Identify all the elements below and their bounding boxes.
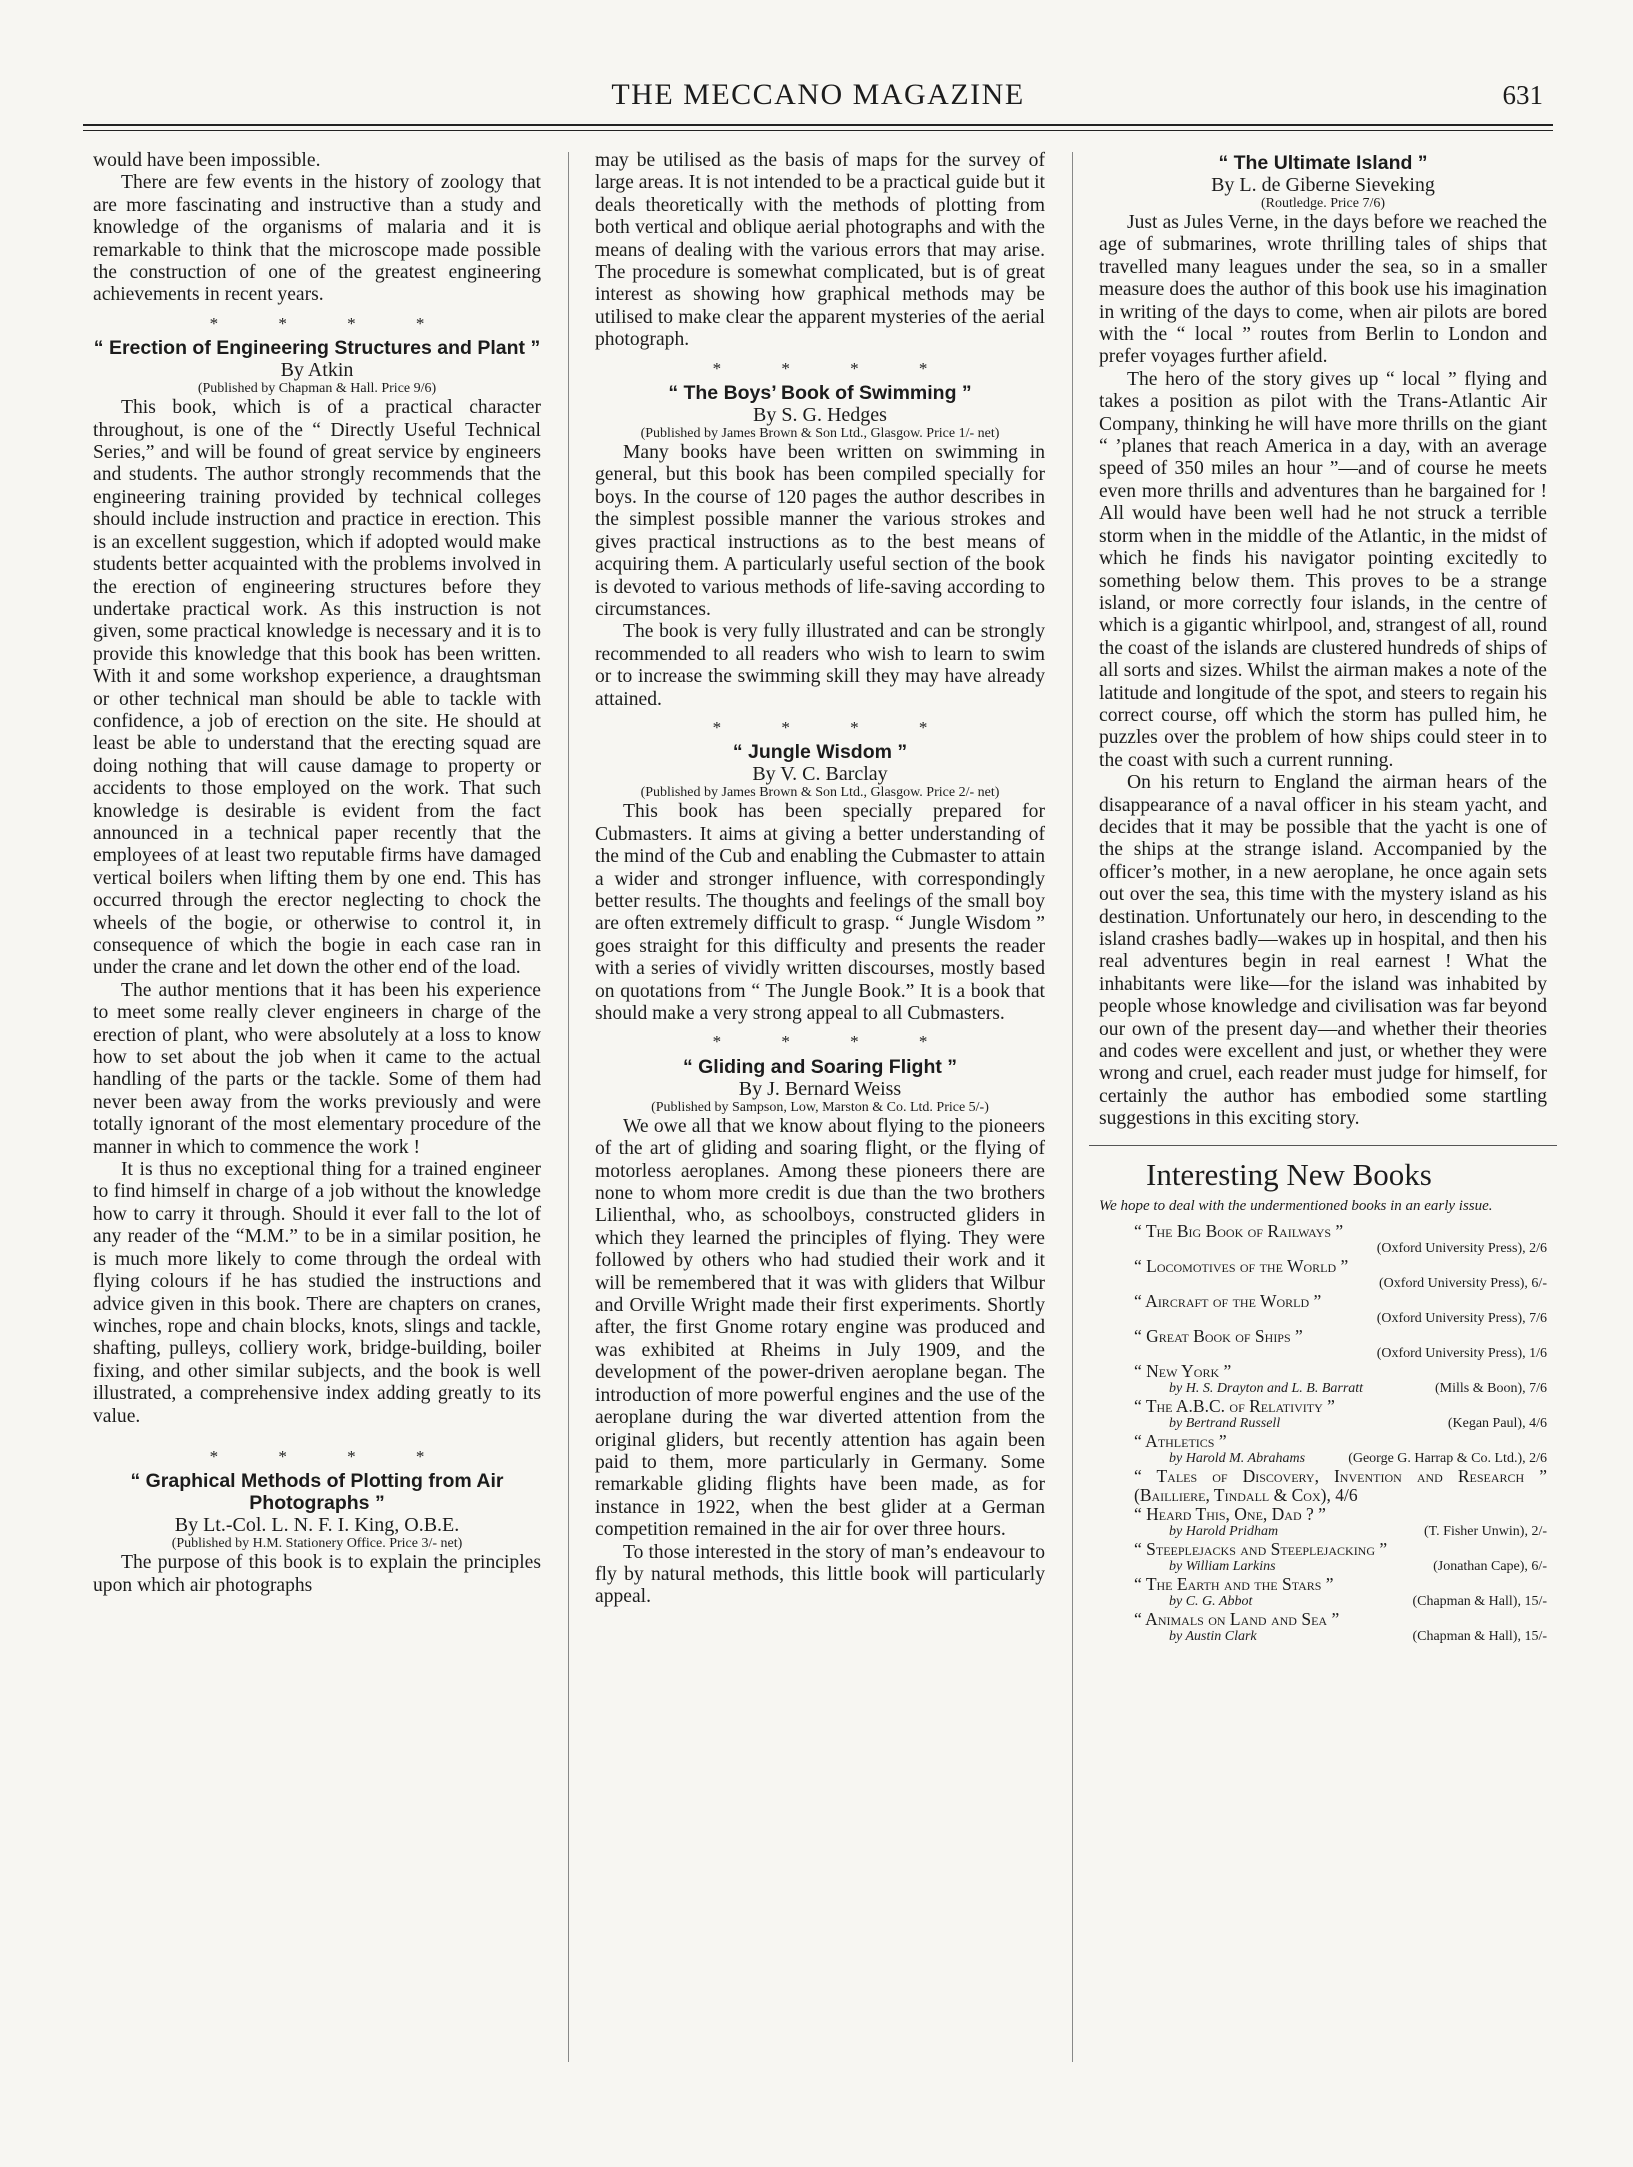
book-title: “ New York ” — [1134, 1360, 1232, 1381]
book-author: by Austin Clark — [1169, 1628, 1257, 1644]
book-publisher: (Chapman & Hall), 15/- — [1412, 1593, 1547, 1609]
paragraph: There are few events in the history of zoology that are more fascinating and instructive than a study and knowledge of the organisms of malaria and it is remarkable to think that the microscope made possible the construction of one of the greatest engineering achievements in recent years. — [93, 172, 541, 306]
book-publisher: (George G. Harrap & Co. Ltd.), 2/6 — [1348, 1450, 1547, 1466]
review-author: By V. C. Barclay — [752, 763, 888, 786]
book-details — [1134, 1346, 1547, 1362]
paragraph: Just as Jules Verne, in the days before we reached the age of submarines, wrote thrilling tales of ships that travelled many leagues under the sea, so in a smaller measure does the author of this book use his imagination in writing of the days to come, when air pilots are bored with the “ local ” routes from Berlin to London and prefer voyages further afield. — [1099, 212, 1547, 368]
paragraph: On his return to England the airman hears of the disappearance of a naval officer in his steam yacht, and decides that it may be possible that the yacht is one of the ships at the strange island. Accompanied by the officer’s mother, in a new aeroplane, he once again sets out over the sea, this time with the mystery island as his destination. Unfortunately our hero, in descending to the island crashes badly—wakes up in hospital, and then his real adventures begin in real earnest ! What the inhabitants were like—for the island was inhabited by people whose knowledge and civilisation was far beyond our own of the present day—and whether their theories and codes were excellent and just, or whether they were wrong and cruel, each reader must judge for himself, for certainly the author has embodied some startling suggestions in this exciting story. — [1099, 772, 1547, 1130]
review-title: “ The Ultimate Island ” — [1218, 152, 1428, 174]
book-item — [1134, 1432, 1547, 1467]
paragraph: It is thus no exceptional thing for a trained engineer to find himself in charge of a job without the knowledge how to carry it through. Should it ever fall to the lot of any reader of the “M.M.” to be in a similar position, he is much more likely to come through the ordeal with flying colours if he has studied the instructions and advice given in this book. There are chapters on cranes, winches, rope and chain blocks, knots, slings and tackle, shafting, pulleys, colliery work, bridge-building, boiler fixing, and other similar subjects, and the book is well illustrated, a comprehensive index adding greatly to its value. — [93, 1159, 541, 1427]
book-author: by Harold M. Abrahams — [1169, 1450, 1306, 1466]
book-author: by William Larkins — [1169, 1558, 1276, 1574]
review-publisher: (Published by James Brown & Son Ltd., Glasgow. Price 1/- net) — [640, 426, 1000, 442]
review-publisher: (Published by Chapman & Hall. Price 9/6) — [197, 381, 437, 397]
book-item — [1134, 1575, 1547, 1610]
book-details — [1134, 1311, 1547, 1327]
review-publisher: (Published by James Brown & Son Ltd., Glasgow. Price 2/- net) — [640, 785, 1000, 801]
book-item — [1134, 1397, 1547, 1432]
review-author: By Lt.-Col. L. N. F. I. King, O.B.E. — [174, 1514, 460, 1537]
book-author: by C. G. Abbot — [1169, 1593, 1253, 1609]
new-books-title: Interesting New Books — [1146, 1156, 1432, 1192]
review-author: By Atkin — [280, 359, 354, 382]
review-author: By S. G. Hedges — [753, 404, 887, 427]
section-stars: * * * * — [712, 717, 956, 737]
paragraph: The book is very fully illustrated and can be strongly recommended to all readers who wish to learn to swim or to increase the swimming skill they may have already attained. — [595, 621, 1045, 710]
column-divider — [1072, 152, 1073, 2062]
section-stars: * * * * — [209, 313, 453, 333]
book-item — [1134, 1362, 1547, 1397]
column-divider — [568, 152, 569, 2062]
book-author: by Bertrand Russell — [1169, 1415, 1281, 1431]
review-title: “ Jungle Wisdom ” — [732, 741, 908, 764]
book-publisher: (Oxford University Press), 6/- — [1379, 1275, 1547, 1291]
paragraph: The author mentions that it has been his experience to meet some really clever engineers in charge of the erection of plant, who were absolutely at a loss to know how to set about the job when it came to the actual handling of the parts or the tackle. Some of them had never been away from the works previously and were totally ignorant of the most elementary procedure of the manner in which to commence the work ! — [93, 979, 541, 1158]
book-title: “ Great Book of Ships ” — [1134, 1325, 1303, 1346]
paragraph: Many books have been written on swimming in general, but this book has been compiled specially for boys. In the course of 120 pages the author describes in the simplest possible manner the various strokes and gives practical instructions as to the best means of acquiring them. A particularly useful section of the book is devoted to various methods of life-saving according to circumstances. — [595, 442, 1045, 620]
column-3 — [1099, 150, 1547, 1645]
paragraph: would have been impossible. — [93, 150, 321, 171]
header-rule — [83, 124, 1553, 126]
review-title: “ Graphical Methods of Plotting from Air Photographs ” — [130, 1470, 504, 1515]
book-details — [1134, 1629, 1547, 1645]
book-title: “ Athletics ” — [1134, 1430, 1227, 1451]
book-title: “ Heard This, One, Dad ? ” — [1134, 1503, 1326, 1524]
book-publisher: (Jonathan Cape), 6/- — [1433, 1558, 1547, 1574]
book-item — [1134, 1327, 1547, 1362]
book-item — [1134, 1222, 1547, 1257]
book-title: “ The A.B.C. of Relativity ” — [1134, 1395, 1335, 1416]
book-title: “ Animals on Land and Sea ” — [1134, 1608, 1340, 1629]
book-publisher: (T. Fisher Unwin), 2/- — [1424, 1523, 1547, 1539]
book-item — [1134, 1610, 1547, 1645]
paragraph: This book has been specially prepared for Cubmasters. It aims at giving a better understanding of the mind of the Cub and enabling the Cubmaster to attain a wider and stronger influence, with correspondingly better results. The thoughts and feelings of the small boy are often extremely difficult to grasp. “ Jungle Wisdom ” goes straight for this difficulty and presents the reader with a series of vividly written discourses, mostly based on quotations from “ The Jungle Book.” It is a book that should make a very strong appeal to all Cubmasters. — [595, 801, 1045, 1024]
book-title: “ Aircraft of the World ” — [1134, 1290, 1322, 1311]
book-title: “ Tales of Discovery, Invention and Research ” (Bailliere, Tindall & Cox), 4/6 — [1134, 1465, 1547, 1505]
book-publisher: (Chapman & Hall), 15/- — [1412, 1628, 1547, 1644]
review-title: “ Erection of Engineering Structures and Plant ” — [93, 337, 541, 360]
review-publisher: (Routledge. Price 7/6) — [1260, 196, 1386, 211]
column-2 — [595, 150, 1045, 1609]
book-details — [1134, 1416, 1547, 1432]
book-details — [1134, 1559, 1547, 1575]
book-details — [1134, 1276, 1547, 1292]
book-author: by Harold Pridham — [1169, 1523, 1279, 1539]
magazine-title: THE MECCANO MAGAZINE — [611, 78, 1025, 111]
book-publisher: (Oxford University Press), 2/6 — [1376, 1240, 1547, 1256]
book-title: “ The Earth and the Stars ” — [1134, 1573, 1334, 1594]
page-number: 631 — [1502, 80, 1543, 110]
book-item — [1134, 1505, 1547, 1540]
book-title: “ Locomotives of the World ” — [1134, 1255, 1349, 1276]
section-stars: * * * * — [209, 1446, 453, 1466]
page-header — [83, 74, 1553, 128]
book-publisher: (Oxford University Press), 7/6 — [1376, 1310, 1547, 1326]
review-title: “ Gliding and Soaring Flight ” — [682, 1055, 958, 1078]
header-rule-thin — [83, 130, 1553, 131]
section-stars: * * * * — [712, 358, 956, 378]
new-books-list — [1099, 1222, 1547, 1645]
paragraph: The hero of the story gives up “ local ” flying and takes a position as pilot with the Trans-Atlantic Air Company, thinking he will have more thrills on the giant “ ’planes that reach America in a day, with an average speed of 350 miles an hour ”—and of course he meets even more thrills and adventures than he bargained for ! All would have been well had he not struck a terrible storm when in the middle of the Atlantic, in the midst of which he finds his navigator pointing excitedly to something below them. This proves to be a strange island, or more correctly four islands, in the centre of which is a gigantic whirlpool, and, strangest of all, round the coast of the islands are clustered hundreds of ships of all sorts and sizes. Whilst the airman makes a note of the latitude and longitude of the spot, and steers to regain his correct course, off which the storm has pulled him, he puzzles over the problem of how ships could steer in to the coast with such a current running. — [1099, 368, 1547, 771]
book-author: by H. S. Drayton and L. B. Barratt — [1169, 1380, 1364, 1396]
paragraph: We owe all that we know about flying to the pioneers of the art of gliding and soaring flight, or the flying of motorless aeroplanes. Among these pioneers there are none to whom more credit is due than the two brothers Lilienthal, who, as schoolboys, constructed gliders in which they learned the principles of flying. They were followed by others who had studied their work and it will be remembered that it was with gliders that Wilbur and Orville Wright made their first experiments. Shortly after, the first Gnome rotary engine was produced and was exhibited at Rheims in July 1909, and the development of the power-driven aeroplane began. The introduction of more powerful engines and the use of the aeroplane during the war diverted attention from the original gliders, but recently attention has again been paid to them, more particularly in Germany. Some remarkable gliding flights have been made, as for instance in 1922, when the best glider at a German competition remained in the air for over three hours. — [595, 1115, 1045, 1541]
book-publisher: (Kegan Paul), 4/6 — [1447, 1415, 1547, 1431]
book-details — [1134, 1594, 1547, 1610]
book-title: “ Steeplejacks and Steeplejacking ” — [1134, 1538, 1388, 1559]
review-title: “ The Boys’ Book of Swimming ” — [668, 382, 972, 405]
book-title: “ The Big Book of Railways ” — [1134, 1220, 1344, 1241]
review-author: By J. Bernard Weiss — [738, 1077, 902, 1100]
new-books-intro: We hope to deal with the undermentioned books in an early issue. — [1099, 1197, 1493, 1214]
paragraph: To those interested in the story of man’s endeavour to fly by natural methods, this little book will particularly appeal. — [595, 1541, 1045, 1608]
book-details — [1134, 1381, 1547, 1397]
book-item — [1134, 1467, 1547, 1505]
book-item — [1134, 1257, 1547, 1292]
book-details — [1134, 1451, 1547, 1467]
paragraph: may be utilised as the basis of maps for the survey of large areas. It is not intended to be a practical guide but it deals theoretically with the methods of plotting from both vertical and oblique aerial photographs and with the means of dealing with the various errors that may arise. The procedure is somewhat complicated, but is of great interest as showing how graphical methods may be utilised to make clear the apparent mysteries of the aerial photograph. — [595, 150, 1045, 351]
book-publisher: (Mills & Boon), 7/6 — [1434, 1380, 1547, 1396]
book-item — [1134, 1292, 1547, 1327]
book-publisher: (Oxford University Press), 1/6 — [1376, 1345, 1547, 1361]
section-divider — [1089, 1145, 1557, 1146]
review-publisher: (Published by Sampson, Low, Marston & Co. Ltd. Price 5/-) — [651, 1099, 989, 1115]
book-details — [1134, 1241, 1547, 1257]
section-stars: * * * * — [712, 1032, 956, 1052]
book-details — [1134, 1524, 1547, 1540]
column-1 — [93, 150, 541, 1597]
paragraph: This book, which is of a practical character throughout, is one of the “ Directly Useful Technical Series,” and will be found of great service by engineers and students. The author strongly recommends that the engineering training provided by technical colleges should include instruction and practice in erection. This is an excellent suggestion, which if adopted would make students better acquainted with the problems involved in the erection of engineering structures before they undertake practical work. As this instruction is not given, some practical knowledge is necessary and it is to provide this knowledge that this book has been written. With it and some workshop experience, a draughtsman or other technical man should be able to tackle with confidence, a job of erection on the site. He should at least be able to understand that the erecting squad are doing nothing that will cause damage to property or accidents to those employed on the work. That such knowledge is desirable is evident from the fact announced in a technical paper recently that the employees of at least two reputable firms have damaged vertical boilers when lifting them by one end. This has occurred through the erector neglecting to chock the wheels of the bogie, or otherwise to control it, in consequence of which the bogie in each case ran in under the crane and let down the other end of the load. — [93, 397, 541, 979]
paragraph: The purpose of this book is to explain the principles upon which air photographs — [93, 1552, 541, 1596]
review-publisher: (Published by H.M. Stationery Office. Price 3/- net) — [171, 1536, 463, 1552]
review-author: By L. de Giberne Sieveking — [1211, 174, 1435, 196]
book-item — [1134, 1540, 1547, 1575]
